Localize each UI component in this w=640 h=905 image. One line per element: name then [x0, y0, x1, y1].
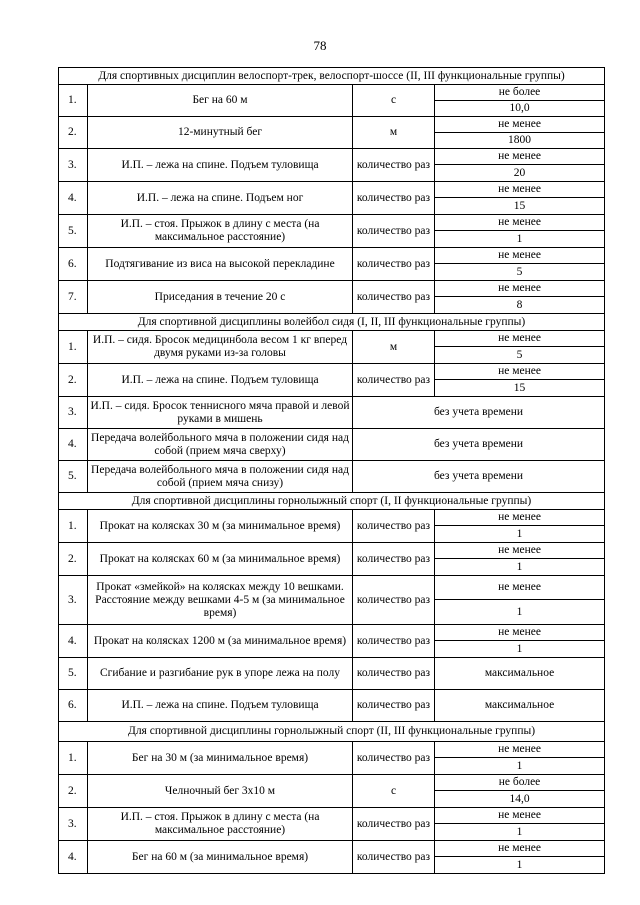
unit: м [353, 117, 435, 149]
standard-value: 14,0 [435, 791, 605, 808]
row-number: 4. [59, 429, 88, 461]
standard-condition: не более [435, 85, 605, 101]
exercise-name: И.П. – сидя. Бросок медицинбола весом 1 кг вперед двумя руками из-за головы [88, 331, 353, 364]
section-title: Для спортивной дисциплины горнолыжный спорт (I, II функциональные группы) [59, 493, 605, 510]
unit: количество раз [353, 742, 435, 775]
row-number: 1. [59, 742, 88, 775]
table-row [59, 117, 605, 133]
standard-condition: не менее [435, 182, 605, 198]
unit: количество раз [353, 625, 435, 658]
table-row [59, 808, 605, 824]
unit: количество раз [353, 215, 435, 248]
row-number: 1. [59, 85, 88, 117]
standard-value: 8 [435, 297, 605, 314]
unit: с [353, 85, 435, 117]
unit: количество раз [353, 149, 435, 182]
row-number: 2. [59, 117, 88, 149]
table-row [59, 429, 605, 461]
exercise-name: Сгибание и разгибание рук в упоре лежа на полу [88, 658, 353, 690]
standard-condition: не менее [435, 331, 605, 347]
standard-condition: не менее [435, 248, 605, 264]
row-number: 5. [59, 461, 88, 493]
section-header-row [59, 493, 605, 510]
unit: количество раз [353, 182, 435, 215]
exercise-name: И.П. – лежа на спине. Подъем ног [88, 182, 353, 215]
standard-condition: не менее [435, 117, 605, 133]
standard-value: 15 [435, 380, 605, 397]
exercise-name: Приседания в течение 20 с [88, 281, 353, 314]
table-row [59, 85, 605, 101]
standard-value: 10,0 [435, 101, 605, 117]
table-row [59, 742, 605, 758]
unit: количество раз [353, 543, 435, 576]
exercise-name: Прокат «змейкой» на колясках между 10 вешками. Расстояние между вешками 4-5 м (за минимальное время) [88, 576, 353, 625]
standard-value: 1 [435, 824, 605, 841]
unit: количество раз [353, 510, 435, 543]
standard-value: 1 [435, 857, 605, 874]
table-row [59, 690, 605, 722]
standard-value: 5 [435, 264, 605, 281]
standard-condition: не менее [435, 625, 605, 641]
standard-condition: не менее [435, 576, 605, 600]
exercise-name: И.П. – стоя. Прыжок в длину с места (на максимальное расстояние) [88, 215, 353, 248]
table-row [59, 510, 605, 526]
row-number: 2. [59, 364, 88, 397]
row-number: 6. [59, 690, 88, 722]
standard-value: 15 [435, 198, 605, 215]
row-number: 3. [59, 576, 88, 625]
standard-value: 20 [435, 165, 605, 182]
row-number: 3. [59, 808, 88, 841]
unit: количество раз [353, 576, 435, 625]
unit: с [353, 775, 435, 808]
exercise-name: Прокат на колясках 1200 м (за минимальное время) [88, 625, 353, 658]
row-number: 1. [59, 510, 88, 543]
row-number: 3. [59, 149, 88, 182]
standard-condition: не менее [435, 742, 605, 758]
row-number: 1. [59, 331, 88, 364]
standard-value: без учета времени [353, 461, 605, 493]
exercise-name: Бег на 30 м (за минимальное время) [88, 742, 353, 775]
unit: количество раз [353, 658, 435, 690]
row-number: 4. [59, 182, 88, 215]
exercise-name: Подтягивание из виса на высокой перекладине [88, 248, 353, 281]
exercise-name: И.П. – стоя. Прыжок в длину с места (на максимальное расстояние) [88, 808, 353, 841]
standard-value: 1800 [435, 133, 605, 149]
table-row [59, 841, 605, 857]
standard-condition: не менее [435, 543, 605, 559]
row-number: 6. [59, 248, 88, 281]
table-row [59, 281, 605, 297]
exercise-name: 12-минутный бег [88, 117, 353, 149]
standard-value: 1 [435, 559, 605, 576]
row-number: 4. [59, 625, 88, 658]
table-row [59, 658, 605, 690]
standard-condition: не менее [435, 841, 605, 857]
exercise-name: И.П. – сидя. Бросок теннисного мяча правой и левой руками в мишень [88, 397, 353, 429]
table-row [59, 775, 605, 791]
table-row [59, 182, 605, 198]
unit: количество раз [353, 281, 435, 314]
unit: количество раз [353, 690, 435, 722]
standard-condition: не менее [435, 215, 605, 231]
standard-condition: не менее [435, 808, 605, 824]
exercise-name: И.П. – лежа на спине. Подъем туловища [88, 690, 353, 722]
exercise-name: Передача волейбольного мяча в положении сидя над собой (прием мяча снизу) [88, 461, 353, 493]
table-row [59, 331, 605, 347]
standard-condition: не менее [435, 364, 605, 380]
unit: количество раз [353, 248, 435, 281]
section-header-row [59, 68, 605, 85]
table-row [59, 364, 605, 380]
section-title: Для спортивных дисциплин велоспорт-трек, велоспорт-шоссе (II, III функциональные группы) [59, 68, 605, 85]
row-number: 3. [59, 397, 88, 429]
exercise-name: Бег на 60 м [88, 85, 353, 117]
standard-value: 5 [435, 347, 605, 364]
table-row [59, 543, 605, 559]
section-title: Для спортивной дисциплины горнолыжный спорт (II, III функциональные группы) [59, 722, 605, 742]
standard-value: 1 [435, 231, 605, 248]
row-number: 2. [59, 543, 88, 576]
standards-table-body [59, 68, 605, 874]
section-header-row [59, 314, 605, 331]
row-number: 5. [59, 215, 88, 248]
standard-value: 1 [435, 600, 605, 625]
unit: м [353, 331, 435, 364]
exercise-name: Передача волейбольного мяча в положении сидя над собой (прием мяча сверху) [88, 429, 353, 461]
unit: количество раз [353, 841, 435, 874]
row-number: 5. [59, 658, 88, 690]
table-row [59, 625, 605, 641]
table-row [59, 461, 605, 493]
exercise-name: Бег на 60 м (за минимальное время) [88, 841, 353, 874]
standard-value: 1 [435, 641, 605, 658]
standard-value: 1 [435, 758, 605, 775]
standard-condition: не более [435, 775, 605, 791]
table-row [59, 576, 605, 600]
standard-condition: не менее [435, 149, 605, 165]
table-row [59, 248, 605, 264]
exercise-name: Прокат на колясках 30 м (за минимальное время) [88, 510, 353, 543]
standard-value: 1 [435, 526, 605, 543]
standard-condition: не менее [435, 510, 605, 526]
section-title: Для спортивной дисциплины волейбол сидя (I, II, III функциональные группы) [59, 314, 605, 331]
row-number: 2. [59, 775, 88, 808]
standard-value: максимальное [435, 690, 605, 722]
table-row [59, 149, 605, 165]
standard-value: без учета времени [353, 429, 605, 461]
table-row [59, 397, 605, 429]
exercise-name: И.П. – лежа на спине. Подъем туловища [88, 364, 353, 397]
standard-value: максимальное [435, 658, 605, 690]
row-number: 7. [59, 281, 88, 314]
section-header-row [59, 722, 605, 742]
unit: количество раз [353, 364, 435, 397]
exercise-name: И.П. – лежа на спине. Подъем туловища [88, 149, 353, 182]
unit: количество раз [353, 808, 435, 841]
standard-value: без учета времени [353, 397, 605, 429]
exercise-name: Прокат на колясках 60 м (за минимальное время) [88, 543, 353, 576]
row-number: 4. [59, 841, 88, 874]
table-row [59, 215, 605, 231]
page-number: 78 [313, 38, 327, 53]
exercise-name: Челночный бег 3х10 м [88, 775, 353, 808]
standard-condition: не менее [435, 281, 605, 297]
standards-table [58, 67, 605, 874]
